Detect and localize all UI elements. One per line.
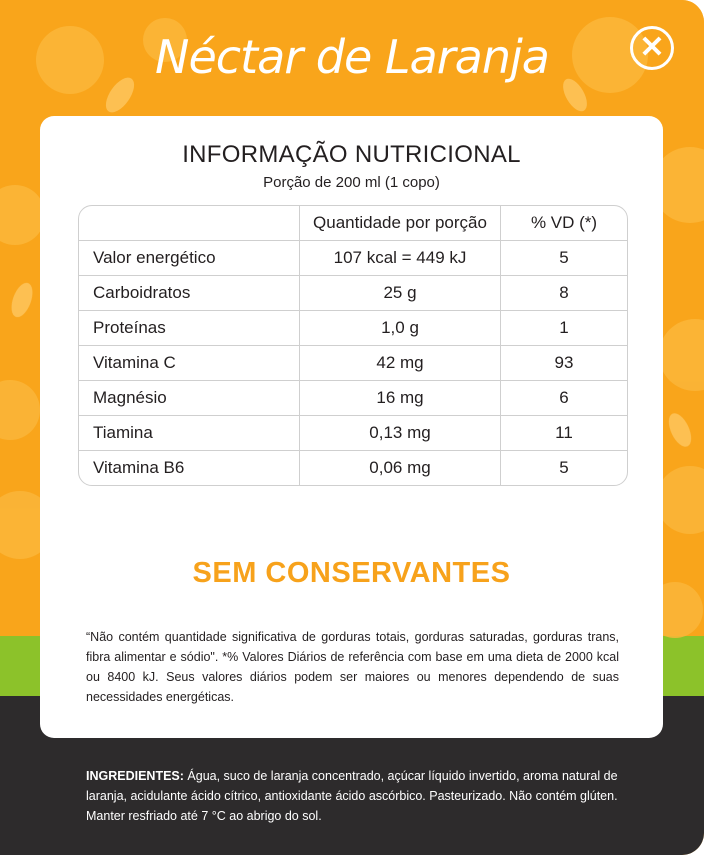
nutrition-table — [78, 205, 628, 486]
orange-fruit-icon — [0, 380, 40, 440]
nutrient-vd: 6 — [500, 381, 627, 415]
table-row — [79, 450, 627, 485]
column-header: % VD (*) — [500, 206, 627, 240]
nutrient-vd: 1 — [500, 311, 627, 345]
nutrition-card — [40, 116, 663, 738]
nutrient-name: Valor energético — [93, 248, 216, 267]
nutrient-name: Magnésio — [93, 388, 167, 407]
orange-slice-icon — [656, 466, 704, 534]
nutrient-amount: 16 mg — [299, 381, 500, 415]
nutrient-name: Vitamina C — [93, 353, 176, 372]
column-header: Quantidade por porção — [299, 206, 500, 240]
nutrient-amount: 107 kcal = 449 kJ — [299, 241, 500, 275]
nutrient-amount: 0,06 mg — [299, 451, 500, 485]
nutrient-amount: 42 mg — [299, 346, 500, 380]
no-preservatives-badge: SEM CONSERVANTES — [192, 557, 511, 589]
leaf-icon — [7, 280, 36, 320]
nutrient-name: Carboidratos — [93, 283, 191, 302]
nutrient-vd: 5 — [500, 241, 627, 275]
nutrition-title: INFORMAÇÃO NUTRICIONAL — [182, 141, 521, 168]
ingredients-label: INGREDIENTES: — [86, 769, 184, 783]
nutrient-name: Tiamina — [93, 423, 153, 442]
nutrient-name: Vitamina B6 — [93, 458, 185, 477]
ingredients-text — [86, 766, 626, 826]
page-title: Néctar de Laranja — [155, 30, 549, 84]
table-row — [79, 275, 627, 310]
column-header — [79, 206, 299, 240]
ingredients-list: Água, suco de laranja concentrado, açúcar líquido invertido, aroma natural de laranja, acidulante ácido cítrico, antioxidante ácido ascórbico. Pasteurizado. Não contém glúten. Manter resfriado até 7 °C ao abrigo do sol. — [86, 769, 618, 823]
orange-fruit-icon — [0, 185, 45, 245]
nutrient-vd: 8 — [500, 276, 627, 310]
table-row — [79, 345, 627, 380]
nutrient-amount: 1,0 g — [299, 311, 500, 345]
nutrient-vd: 93 — [500, 346, 627, 380]
table-row — [79, 380, 627, 415]
nutrient-vd: 11 — [500, 416, 627, 450]
nutrient-vd: 5 — [500, 451, 627, 485]
table-row — [79, 415, 627, 450]
table-row — [79, 310, 627, 345]
leaf-icon — [664, 410, 696, 450]
table-row — [79, 240, 627, 275]
close-icon[interactable]: ✕ — [630, 26, 674, 70]
nutrient-name: Proteínas — [93, 318, 166, 337]
nutrient-amount: 0,13 mg — [299, 416, 500, 450]
table-header-row — [79, 206, 627, 240]
footnote-text: “Não contém quantidade significativa de gorduras totais, gorduras saturadas, gorduras trans, fibra alimentar e sódio". *% Valores Diários de referência com base em uma dieta de 2000 kcal ou 8400 kJ. Seus valores diários podem ser maiores ou menores dependendo de suas necessidades energéticas. — [86, 630, 619, 704]
orange-fruit-icon — [659, 319, 704, 391]
nutrient-amount: 25 g — [299, 276, 500, 310]
portion-label: Porção de 200 ml (1 copo) — [263, 174, 440, 191]
